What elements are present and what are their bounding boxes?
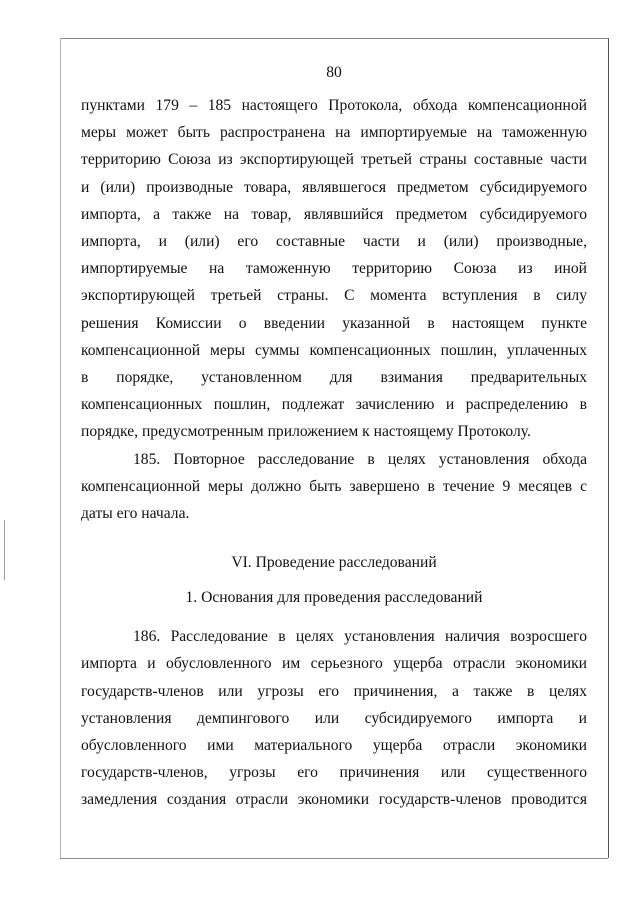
text-line: государств-членов или угрозы его причинения, а также в целях — [81, 682, 587, 700]
paragraph-185 — [81, 446, 587, 528]
scan-border-right — [608, 38, 609, 858]
text-line: 186. Расследование в целях установления наличия возросшего — [133, 628, 587, 646]
text-line: импорта, и (или) его составные части и (или) производные, — [81, 233, 587, 251]
page-number: 80 — [326, 64, 342, 81]
text-line: в порядке, установленном для взимания предварительных — [81, 369, 587, 387]
text-line: импорта, а также на товар, являвшийся предметом субсидируемого — [81, 205, 587, 223]
scan-border-bottom — [60, 858, 608, 859]
text-line: меры может быть распространена на импортируемые на таможенную — [81, 124, 587, 142]
text-line: импортируемые на таможенную территорию Союза из иной — [81, 260, 587, 278]
text-line: обусловленного ими материального ущерба отрасли экономики — [81, 737, 587, 755]
text-line: компенсационной меры суммы компенсационных пошлин, уплаченных — [81, 341, 587, 359]
document-page — [81, 58, 587, 814]
text-line: компенсационной меры должно быть завершено в течение 9 месяцев с — [81, 477, 587, 495]
paragraph-186 — [81, 623, 587, 813]
text-line: 185. Повторное расследование в целях установления обхода — [133, 450, 587, 468]
text-line: порядке, предусмотренным приложением к настоящему Протоколу. — [81, 423, 531, 441]
text-line: компенсационных пошлин, подлежат зачислению и распределению в — [81, 396, 587, 414]
text-line: решения Комиссии о введении указанной в настоящем пункте — [81, 314, 587, 332]
scan-margin-artifact — [4, 520, 5, 580]
text-line: государств-членов, угрозы его причинения или существенного — [81, 764, 587, 782]
continuation-paragraph — [81, 92, 587, 446]
text-line: экспортирующей третьей страны. С момента вступления в силу — [81, 287, 587, 305]
section-heading: VI. Проведение расследований — [231, 554, 437, 572]
subsection-heading: 1. Основания для проведения расследований — [185, 589, 483, 607]
scan-border-top — [60, 38, 608, 39]
text-line: территорию Союза из экспортирующей третьей страны составные части — [81, 151, 587, 169]
text-line: замедления создания отрасли экономики государств-членов проводится — [81, 791, 587, 809]
text-line: и (или) производные товара, являвшегося предметом субсидируемого — [81, 178, 587, 196]
text-line: пунктами 179 – 185 настоящего Протокола, обхода компенсационной — [81, 97, 587, 114]
scan-border-left — [60, 38, 61, 858]
text-line: установления демпингового или субсидируемого импорта и — [81, 709, 587, 727]
text-line: импорта и обусловленного им серьезного ущерба отрасли экономики — [81, 655, 587, 673]
text-line: даты его начала. — [81, 505, 190, 523]
